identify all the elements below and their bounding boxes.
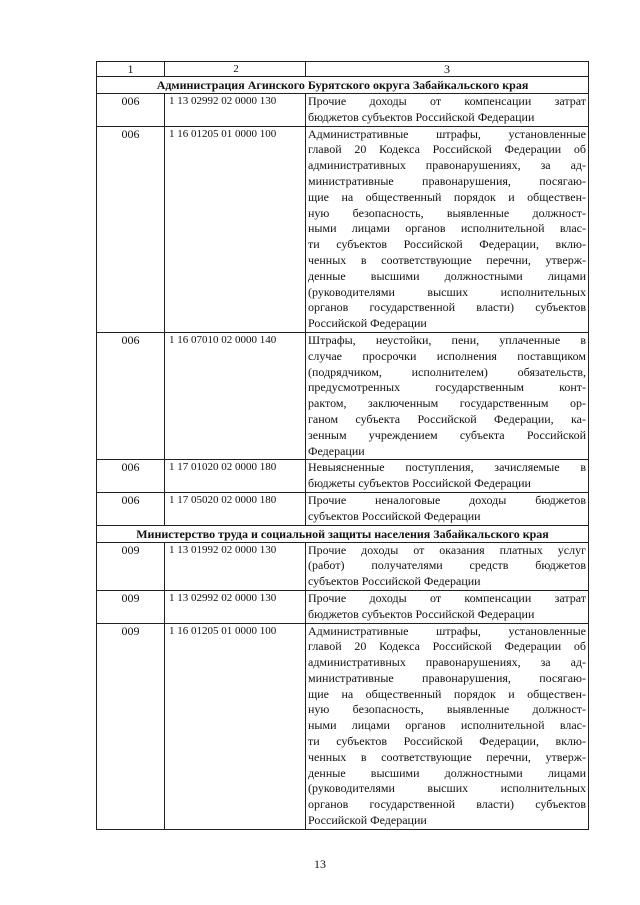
description-line: органов государственной власти) субъектов bbox=[308, 300, 586, 315]
column-header-2: 2 bbox=[165, 62, 306, 77]
description-line: Прочие доходы от оказания платных услуг bbox=[308, 542, 586, 557]
description-line: денные высшими должностными лицами bbox=[308, 268, 586, 283]
description-line: (подрядчиком, исполнителем) обязательств, bbox=[308, 364, 586, 379]
budget-classification-code-cell: 1 16 01205 01 0000 100 bbox=[165, 623, 306, 829]
table-row bbox=[97, 590, 589, 623]
table-row bbox=[97, 492, 589, 525]
description-line: административных правонарушениях, за ад- bbox=[308, 655, 586, 670]
admin-code-cell: 006 bbox=[97, 126, 165, 332]
description-line: министративные правонарушения, посягаю- bbox=[308, 173, 586, 188]
description-line: Федерации bbox=[308, 443, 365, 458]
admin-code-cell: 009 bbox=[97, 542, 165, 590]
section-header-row bbox=[97, 77, 589, 94]
budget-classification-code-cell: 1 17 01020 02 0000 180 bbox=[165, 460, 306, 493]
table-row bbox=[97, 126, 589, 332]
description-line: Прочие доходы от компенсации затрат bbox=[308, 94, 586, 108]
table-row bbox=[97, 623, 589, 829]
description-line: бюджетов субъектов Российской Федерации bbox=[308, 606, 535, 621]
description-line: ную безопасность, выявленные должност- bbox=[308, 702, 586, 717]
description-line: субъектов Российской Федерации bbox=[308, 574, 481, 589]
description-line: зенным учреждением субъекта Российской bbox=[308, 427, 586, 442]
page-number: 13 bbox=[314, 857, 326, 871]
description-line: ти субъектов Российской Федерации, вклю- bbox=[308, 237, 586, 252]
budget-classification-code-cell: 1 17 05020 02 0000 180 bbox=[165, 492, 306, 525]
admin-code-cell: 009 bbox=[97, 590, 165, 623]
income-description-cell bbox=[306, 542, 589, 590]
budget-classification-code-cell: 1 16 01205 01 0000 100 bbox=[165, 126, 306, 332]
column-header-row bbox=[97, 62, 589, 77]
description-line: ганом субъекта Российской Федерации, ка- bbox=[308, 411, 586, 426]
description-line: Штрафы, неустойки, пени, уплаченные в bbox=[308, 332, 586, 347]
budget-classification-code-cell: 1 13 02992 02 0000 130 bbox=[165, 590, 306, 623]
description-line: административных правонарушениях, за ад- bbox=[308, 158, 586, 173]
description-line: Российской Федерации bbox=[308, 813, 427, 828]
description-line: главой 20 Кодекса Российской Федерации об bbox=[308, 142, 586, 157]
description-line: Прочие доходы от компенсации затрат bbox=[308, 590, 586, 605]
budget-classification-code-cell: 1 13 01992 02 0000 130 bbox=[165, 542, 306, 590]
description-line: Невыясненные поступления, зачисляемые в bbox=[308, 460, 586, 475]
table-row bbox=[97, 332, 589, 459]
description-line: Российской Федерации bbox=[308, 316, 427, 331]
description-line: щие на общественный порядок и обществен- bbox=[308, 189, 586, 204]
section-title: Администрация Агинского Бурятского округа Забайкальского края bbox=[97, 77, 589, 94]
description-line: ную безопасность, выявленные должност- bbox=[308, 205, 586, 220]
description-line: предусмотренных государственным конт- bbox=[308, 380, 586, 395]
admin-code-cell: 009 bbox=[97, 623, 165, 829]
income-description-cell bbox=[306, 460, 589, 493]
description-line: рактом, заключенным государственным ор- bbox=[308, 396, 586, 411]
description-line: бюджетов субъектов Российской Федерации bbox=[308, 109, 535, 124]
description-line: ченных в соответствующие перечни, утверж- bbox=[308, 749, 586, 764]
section-header-row bbox=[97, 525, 589, 542]
budget-classification-code-cell: 1 13 02992 02 0000 130 bbox=[165, 94, 306, 127]
description-line: Прочие неналоговые доходы бюджетов bbox=[308, 492, 586, 507]
description-line: министративные правонарушения, посягаю- bbox=[308, 670, 586, 685]
table-body bbox=[97, 62, 589, 830]
description-line: Административные штрафы, установленные bbox=[308, 623, 586, 638]
description-line: бюджеты субъектов Российской Федерации bbox=[308, 476, 531, 491]
description-line: (руководителями высших исполнительных bbox=[308, 781, 586, 796]
income-description-cell bbox=[306, 332, 589, 459]
income-description-cell bbox=[306, 492, 589, 525]
description-line: денные высшими должностными лицами bbox=[308, 765, 586, 780]
income-description-cell bbox=[306, 590, 589, 623]
admin-code-cell: 006 bbox=[97, 332, 165, 459]
description-line: ченных в соответствующие перечни, утверж- bbox=[308, 252, 586, 267]
column-header-3: 3 bbox=[306, 62, 589, 77]
admin-code-cell: 006 bbox=[97, 94, 165, 127]
table-row bbox=[97, 542, 589, 590]
budget-classification-code-cell: 1 16 07010 02 0000 140 bbox=[165, 332, 306, 459]
income-description-cell bbox=[306, 623, 589, 829]
admin-code-cell: 006 bbox=[97, 460, 165, 493]
income-codes-table bbox=[96, 61, 589, 830]
description-line: (работ) получателями средств бюджетов bbox=[308, 558, 586, 573]
description-line: ными лицами органов исполнительной влас- bbox=[308, 718, 586, 733]
description-line: щие на общественный порядок и обществен- bbox=[308, 686, 586, 701]
description-line: субъектов Российской Федерации bbox=[308, 508, 481, 523]
description-line: главой 20 Кодекса Российской Федерации об bbox=[308, 639, 586, 654]
table-row bbox=[97, 94, 589, 127]
description-line: ными лицами органов исполнительной влас- bbox=[308, 221, 586, 236]
table-row bbox=[97, 460, 589, 493]
description-line: (руководителями высших исполнительных bbox=[308, 284, 586, 299]
description-line: случае просрочки исполнения поставщиком bbox=[308, 348, 586, 363]
income-description-cell bbox=[306, 126, 589, 332]
description-line: органов государственной власти) субъектов bbox=[308, 797, 586, 812]
income-description-cell bbox=[306, 94, 589, 127]
description-line: Административные штрафы, установленные bbox=[308, 126, 586, 141]
column-header-1: 1 bbox=[97, 62, 165, 77]
description-line: ти субъектов Российской Федерации, вклю- bbox=[308, 734, 586, 749]
admin-code-cell: 006 bbox=[97, 492, 165, 525]
section-title: Министерство труда и социальной защиты населения Забайкальского края bbox=[97, 525, 589, 542]
